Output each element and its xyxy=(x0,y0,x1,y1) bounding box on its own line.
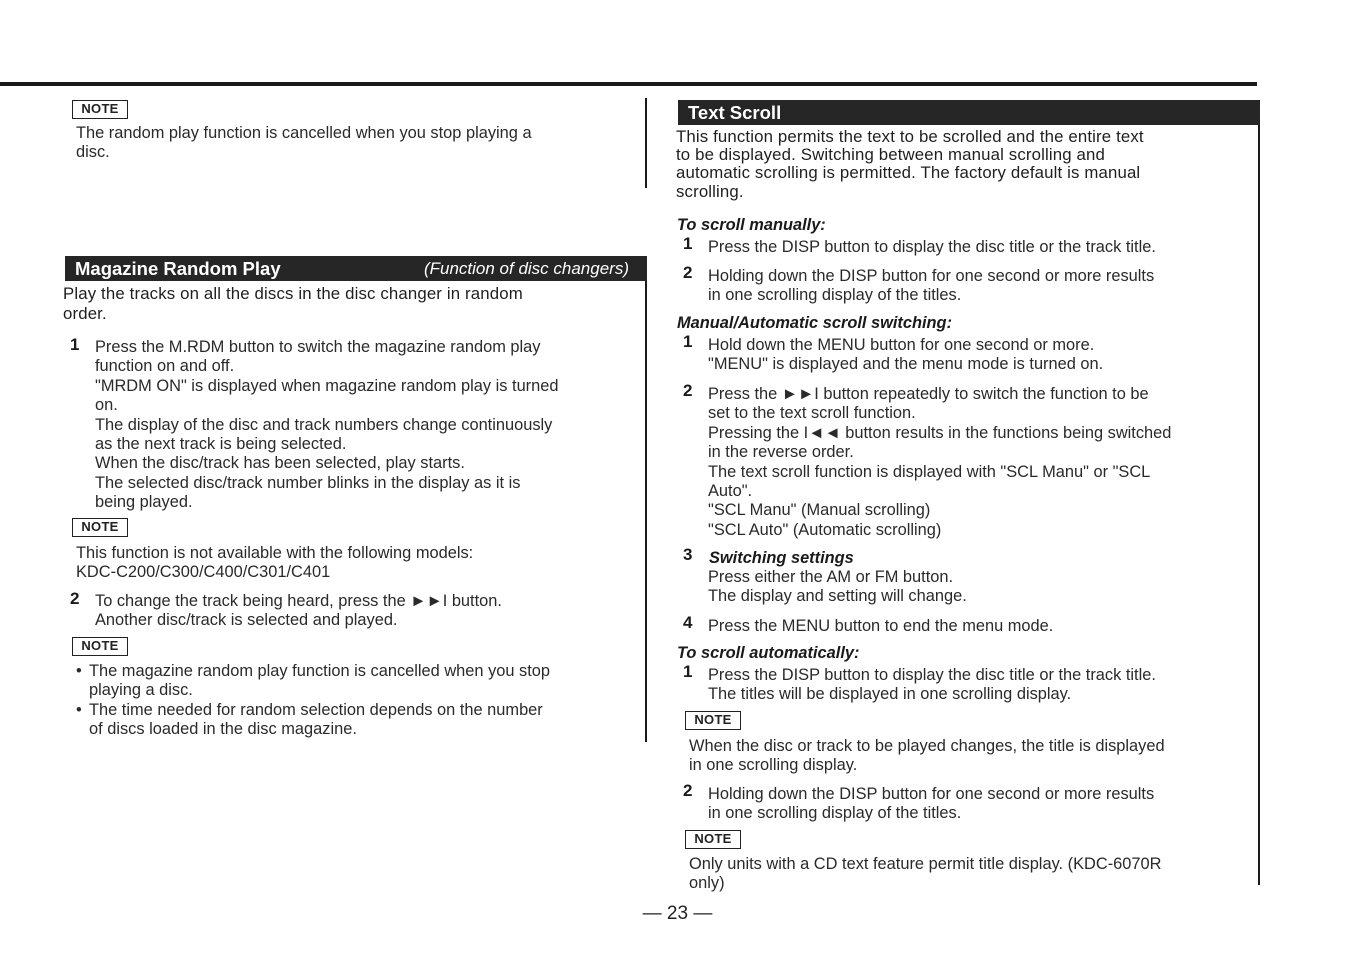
bullet-text: The magazine random play function is cancelled when you stop playing a disc. xyxy=(89,662,551,700)
step-text: Press the MENU button to end the menu mode. xyxy=(708,617,1054,635)
subheading-scroll-switching: Manual/Automatic scroll switching: xyxy=(677,314,953,332)
bullet-text: The time needed for random selection depends on the number of discs loaded in the disc magazine. xyxy=(89,701,543,739)
note-text-cd-text: Only units with a CD text feature permit title display. (KDC-6070R only) xyxy=(689,855,1162,893)
step-number: 2 xyxy=(683,263,693,282)
section-intro: Play the tracks on all the discs in the disc changer in random order. xyxy=(63,284,523,323)
step-text: Press the DISP button to display the disc title or the track title. xyxy=(708,238,1156,256)
section-title: Magazine Random Play xyxy=(75,258,281,279)
step-text: Press the ►►I button repeatedly to switch the function to be set to the text scroll function. Pressing the I◄◄ button results in the functions being switched in the reverse order. The text scroll function is displayed with "SCL Manu" or "SCL Auto". "SCL Manu" (Manual scrolling) "SCL Auto" (Automatic scrolling) xyxy=(708,385,1172,539)
step-number: 1 xyxy=(683,234,693,253)
step-number: 1 xyxy=(683,332,693,351)
step-text: Press the M.RDM button to switch the magazine random play function on and off. "MRDM ON" is displayed when magazine random play is turned on. The display of the disc and track numbers change continuously as the next track is being selected. When the disc/track has been selected, play starts. The selected disc/track number blinks in the display as it is being played. xyxy=(95,338,559,512)
step-text: Hold down the MENU button for one second or more. "MENU" is displayed and the menu mode is turned on. xyxy=(708,336,1104,374)
note-text-random-cancel: The random play function is cancelled when you stop playing a disc. xyxy=(76,124,532,162)
section-header-magazine-random-play xyxy=(65,256,647,281)
bullet-dot: • xyxy=(76,701,82,719)
step-text: Press either the AM or FM button. The display and setting will change. xyxy=(708,568,967,606)
note-badge: NOTE xyxy=(72,637,128,656)
step-number: 2 xyxy=(683,781,693,800)
bullet-dot: • xyxy=(76,662,82,680)
note-badge: NOTE xyxy=(685,711,741,730)
step-text: Holding down the DISP button for one second or more results in one scrolling display of the titles. xyxy=(708,267,1155,305)
step-text: Press the DISP button to display the disc title or the track title. The titles will be displayed in one scrolling display. xyxy=(708,666,1156,704)
note-text-models: This function is not available with the following models: KDC-C200/C300/C400/C301/C401 xyxy=(76,544,474,582)
note-badge: NOTE xyxy=(685,830,741,849)
step-heading-switching-settings: Switching settings xyxy=(709,549,854,567)
step-number: 3 xyxy=(683,545,693,564)
section-intro: This function permits the text to be scrolled and the entire text to be displayed. Switching between manual scrolling and automatic scrolling is permitted. The factory default is manual scrolling. xyxy=(676,127,1144,201)
note-badge: NOTE xyxy=(72,100,128,119)
step-text: Holding down the DISP button for one second or more results in one scrolling display of the titles. xyxy=(708,785,1155,823)
section-header-text-scroll xyxy=(678,100,1260,125)
step-number: 2 xyxy=(683,381,693,400)
step-number: 4 xyxy=(683,613,693,632)
note-text-title-change: When the disc or track to be played changes, the title is displayed in one scrolling display. xyxy=(689,737,1165,775)
step-number: 1 xyxy=(70,335,80,354)
step-text: To change the track being heard, press the ►►I button. Another disc/track is selected and played. xyxy=(95,592,502,630)
top-rule-right xyxy=(675,82,1257,86)
subheading-scroll-automatically: To scroll automatically: xyxy=(677,644,860,662)
section-title: Text Scroll xyxy=(688,102,782,123)
top-rule-left xyxy=(0,82,675,86)
page-number: — 23 — xyxy=(642,903,713,924)
subheading-scroll-manually: To scroll manually: xyxy=(677,216,826,234)
note-badge: NOTE xyxy=(72,518,128,537)
step-number: 1 xyxy=(683,662,693,681)
divider-right-section xyxy=(1258,100,1260,885)
section-subtitle: (Function of disc changers) xyxy=(423,259,629,278)
divider-top-left xyxy=(645,98,647,188)
step-number: 2 xyxy=(70,589,80,608)
